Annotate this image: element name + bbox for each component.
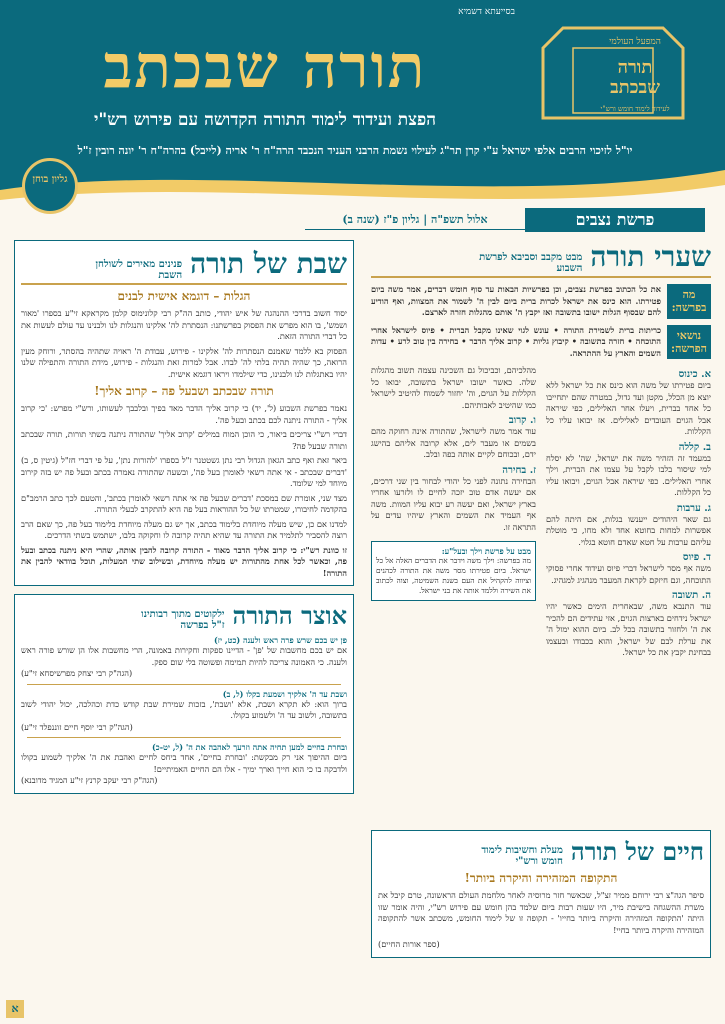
otzar-item-head: ובחרת בחיים למען תחיה אתה וזרעך לאהבה את ה' (ל, יט-כ): [152, 742, 347, 752]
shabbat-panel: [14, 240, 354, 586]
chaim-panel: [371, 830, 711, 958]
section-title-otzar: אוצר התורה: [232, 601, 347, 630]
otzar-item: [21, 635, 347, 685]
item-text: עוד אמר משה לישראל, שהתורה אינה רחוקה מהם בשמים או מעבר לים, אלא קרובה אליהם בהישג ידם, ובכוחם לקיים אותה בפה ובלב.: [371, 426, 536, 459]
section-subtitle: מבט מקבב וסביבא לפרשת השבוע: [479, 252, 583, 274]
topics-label: נושאי הפרשה:: [667, 325, 711, 360]
intro-row: [371, 284, 711, 319]
article-paragraph: למדנו אם כן, שיש מעלה מיוחדת בלימוד בכתב, אך יש גם מעלה מיוחדת בלימוד בעל פה, כך שאם הרב רוצה להסביר לתלמיד את התורה עד שהיא תהיה קרובה לו וחקוקה בלבו, ישתמש בשתי הדרכים.: [21, 518, 347, 540]
item-title: ז. בחירה: [502, 464, 536, 476]
parsha-name: פרשת נצבים: [525, 208, 705, 232]
otzar-item-head: ושבת עד ה' אלקיך ושמעת בקלו (ל, ב): [222, 688, 347, 699]
badge-circle: גליון בוחן: [22, 158, 78, 214]
otzar-item-source: (הגה"ק רבי יוסף חיים זוננפלד זי"ע): [21, 721, 133, 732]
item-title: ו. קרוב: [508, 415, 536, 426]
chaim-heading: התקופה המזהירה והיקרה ביותר!: [464, 871, 618, 885]
divider: [27, 737, 341, 738]
chaim-header: [378, 837, 704, 867]
logo-bottom-text: לעידוד לימוד חומש ורש"י: [600, 105, 670, 113]
otzar-item-head: פן יש בכם שרש פרה ראש ולענה (כט, יז): [213, 635, 347, 645]
chaim-subtitle: מעלת וחשיבות לימוד חומש ורש"י: [481, 845, 563, 867]
header-wave-decoration: [0, 150, 725, 208]
article-paragraph: מצד שני, אומרת שם במסכת 'דברים שבעל פה אי אתה רשאי לאומרן בכתב', והטעם לכך כתב הרמב"ם בהקדמה לחיבורו, שמטרתו של כל ההוראות בעל פה היא להתקרב לבעלי התורה.: [21, 492, 347, 514]
item-text: במעמד זה הזהיר משה את ישראל, שה' לא יסלח למי שיסור בלבו לקבל על עצמו את הברית, וילך אחרי האלילים. כפי שיראה אבל הגוים, ויבואו עליו כל הקללות.: [546, 452, 711, 497]
logo-main-text: [597, 58, 673, 98]
otzar-item-text: אם יש בכם מחשבות של 'פן' - הדיינו ספקות וחקירות באמונה, הרי מחשבות אלו הן שורש פורה ראש ולענה. כי האמונה צריכה להיות תמימה ופשוטה בלי שום ספק.: [21, 645, 347, 667]
issue-date: אלול תשפ"ה | גליון פ"ז (שנה ב): [305, 210, 525, 230]
otzar-header: [21, 601, 347, 631]
dedication-line: יו"ל לזיכוי הרבים אלפי ישראל ע"י קרן תר"ג לעילוי נשמת הרבני העניד הנכבד הרה"ח ר' אריה (לייבל) בהרה"ח ר' יונה רובין ז"ל: [77, 144, 633, 157]
chaim-text: סיפר הגה"צ רבי ירוחם ממיר זצ"ל, שכאשר חזר מרוסיה לאחר מלחמת העולם הראשונה, טרם קיבל את משרת ההשגחה בישיבת מיר, היו שעות רבות ביום שלמד בהן חומש עם פירוש רש"י, והיה אומר שזו היתה 'התקופה המזהירה והיקרה ביותר בחייו' - תקופה זו של לימוד החומש, משכתב אשר להתקופה המזהירה והיקרה ביותר בחיי!: [378, 890, 704, 935]
otzar-item-text: ברוך הוא: לא תקרא ושבת, אלא 'ושבת', בזכות שמירת שבת קודש כדת וכהלכה, יכול יהודי לשוב בתשובה, ולשוב עד ה' ולשמוע בקולו.: [21, 698, 347, 720]
logo-word-2: שבכתב: [610, 77, 660, 98]
section-title-shabbat: שבת של תורה: [190, 247, 347, 280]
left-section-header: [21, 247, 347, 285]
item-text: משה אף מסר לישראל דברי פיוס ועידוד אחרי פסוקי התוכחה, וגם חיזקם לקראת המעבר מנהגיג למגהיג.: [546, 563, 711, 585]
topics-row: [371, 325, 711, 360]
chaim-source: (ספר אורות החיים): [378, 939, 440, 949]
otzar-subtitle: ילקוטים מתוך רבותינו ז"ל בפרשה: [141, 609, 225, 631]
vayelech-box: [371, 541, 536, 601]
left-column: [14, 240, 354, 794]
item-text: גם שאר היהודים ייענשו בגלות, אם היתה להם אפשרות למחות בחוטא אחד ולא מחו, כי מוטלת עליהם ערבות על חטא שאדם חוטא בגלוי.: [546, 513, 711, 547]
logo-word-1: תורה: [617, 57, 653, 78]
article-paragraph: ביאר זאת ואף כתב הגאון הגדול רבי נתן גשטטנר ז"ל בספרו 'להורות נתן', על פי דברי חז"ל (גיטין ס, ב) 'דברים שבכתב - אי אתה רשאי לאומרן בעל פה', ובשעה שהתורה נאמרה בכתב ובעל פה יש בזה קירוב מיוחד למי שלומד.: [21, 455, 347, 488]
intro-label: מה בפרשה:: [667, 284, 711, 319]
otzar-item-text: ביום ההיפוך אני רק מבקשת: 'ובחרת בחיים', אחד ביחס לחיים ואהבת את ה' אלקיך לשמוע בקולו ולדבקה בו כי הוא חייך וארך ימיך - אלו הם החיים האמיתיים!: [21, 752, 347, 774]
article-paragraph: נאמר בפרשת השבוע (ל', יד) כי קרוב אליך הדבר מאד בפיך ובלבבך לעשותו, ורש"י מפרש: 'כי קרוב אליך - התורה ניתנה לכם בכתב ובעל פה'.: [21, 403, 347, 425]
item-text: עוד התנבא משה, שבאחרית הימים כאשר יהיו ישראל נידחים בארצות הגוים, אזי עתידים הם להכיר את ה' ולחזור בתשובה בכל לב. ביום ההוא ימול ה' את ערלת לבם של ישראל, והוא בכבודו ובעצמו בבחינת יקבץ את כל ישראל.: [546, 601, 711, 657]
otzar-item-source: (הגה"ק רבי יעקב קרנץ זי"ע המגיד מדובנא): [21, 775, 158, 785]
main-title: תורה שבכתב: [103, 32, 427, 102]
divider: [27, 684, 341, 685]
item-title: ד. פיוס: [682, 552, 711, 563]
items-col-2: [371, 365, 536, 659]
vayelech-box-title: מבט על פרשת וילך ובעל"ע:: [441, 546, 531, 556]
otzar-item: [21, 742, 347, 787]
article-paragraph: הפסוק בא ללמד שאמנם הנסתרות לה' אלקינו - פירוש, עבודת ה' ראויה שתהיה בהסתר, ורוחק מעין הרואה, כך שהיה תהיה בלתי לה' לבדו. אבל למרות זאת והנגלות - פירוש, מידת התורה והתפילה שלנו יהיו באתגלות לנו ולבנינו, כדי שילמדו ויראו דוגמא אישית.: [21, 345, 347, 379]
topics-text: כריתות ברית לשמירת התורה • עונש לגוי שאינו מקבל הברית • פיוס לישראל אחרי התוכחה • חזרה בתשובה • קיבוץ גליות • קרוב אליך הדבר • בחירה בין טוב לרע • עדות השמים והארץ על ההתראה.: [371, 324, 661, 358]
right-section-header: [371, 240, 711, 278]
item-text: הבחירה נתונה לפני כל יהודי לבחור בין שני דרכים, אם יעשה אדם טוב יזכה לחיים לו ולזרעו אחריו בארץ ישראל, ואם יעשה רע יבוא עליו המוות. משה אף העמיד את השמים והארץ שיהיו עדים על התראה זו.: [371, 475, 536, 532]
item-title: ב. קללה: [678, 441, 711, 453]
item-title: א. כינוס: [678, 369, 711, 380]
otzar-panel: [14, 594, 354, 794]
right-column: [371, 240, 711, 659]
article-paragraph: זו כוונת רש"י: כי קרוב אליך הדבר מאוד - התורה קרובה להבין אותה, שהרי היא ניתנה בכתב ובעל פה, וכאשר לכל אחת מהתורות יש מעלה מיוחדת, ובשילוב שתי המעלות, תוכל בוודאי להבין את התורה!: [21, 544, 347, 578]
item-continuation: מהלכיהם, וכביכול גם השכינה עצמה תשוב מהגלות שלה. כאשר ישובו ישראל בתשובה, יבואו כל הקללות על הגוים, וה' יחזור לשמוח להיטיב לישראל כמו שהיטיב לאבותיהם.: [371, 365, 536, 410]
section-title-shaarei: שערי תורה: [590, 240, 711, 273]
item-title: ג. ערבות: [676, 502, 711, 514]
top-line: בסייעתא דשמיא: [458, 7, 515, 17]
page-number: א: [6, 1000, 24, 1018]
item-title: ה. תשובה: [671, 590, 711, 601]
article-paragraph: יסוד חשוב בדרכי ההנהגה של איש יהודי, כותב הה"ק רבי קלונימוס קלמן מקראקא זי"ע בספרו 'מאור ושמש', בו הוא מפרש את הפסוק בפרשתנו: הנסתרת לה' אלקינו והנגלות לנו ולבנינו עד עולם לעשות את כל דברי התורה הזאת.: [21, 308, 347, 341]
items-columns: [371, 365, 711, 659]
intro-text: את כל הכתוב בפרשת נצבים, וכן בפרשיות הבאות עד סוף חומש דברים, אמר משה ביום פטירתו. הוא כינס את ישראל לכרות ברית ביום לבין ה' לשמור את המצוות, ואף הודיע להם שבסוף הגלות ישובו בתשובה ואז יקבץ ה' אותם מהגלות חזרה לארצם.: [371, 284, 661, 317]
vayelech-box-text: מה בפרשה: וילך משה וידבר את הדברים האלה אל כל ישראל. ביום פטירתו מסר משה את התורה לכהנים וציווה להקהיל את העם בשנת השמיטה, וצוה לכתוב את השירה וללמד אותה את בני ישראל.: [376, 556, 531, 595]
otzar-item: [21, 689, 347, 739]
article-heading: תורה שבכתב ושבעל פה – קרוב אליך!: [94, 384, 274, 398]
article-heading: הגלות – דוגמא אישית לבנים: [117, 289, 251, 303]
items-col-1: [546, 365, 711, 659]
item-text: ביום פטירתו של משה הוא כינס את כל ישראל ללא יוצא מן הכלל, מקטן ועד גדול, במטרה שהם יתחייבו כל אחד בברית, ויעלו אחר האלילים, כפי שיראה אבל הגוים העובדים לאלילים. אז יבואו עליו כל הקללות.: [546, 380, 711, 436]
logo-top-text: המפעל העולמי: [609, 37, 661, 47]
section-subtitle: פנינים מאירים לשולחן השבת: [95, 259, 183, 281]
otzar-item-source: (הגה"ק רבי יצחק מפרשיסחא זי"ע): [21, 668, 133, 678]
section-title-chaim: חיים של תורה: [570, 837, 704, 866]
article-paragraph: דברי רש"י צריכים ביאור, כי הוכן המוח במילים 'קרוב אליך' שהתורה ניתנה בשתי תורות, תורה שבכתב ותורה שבעל פה?: [21, 429, 347, 451]
subtitle: הפצת ועידוד לימוד התורה הקדושה עם פירוש רש"י: [93, 110, 437, 130]
header-banner: [0, 0, 725, 208]
